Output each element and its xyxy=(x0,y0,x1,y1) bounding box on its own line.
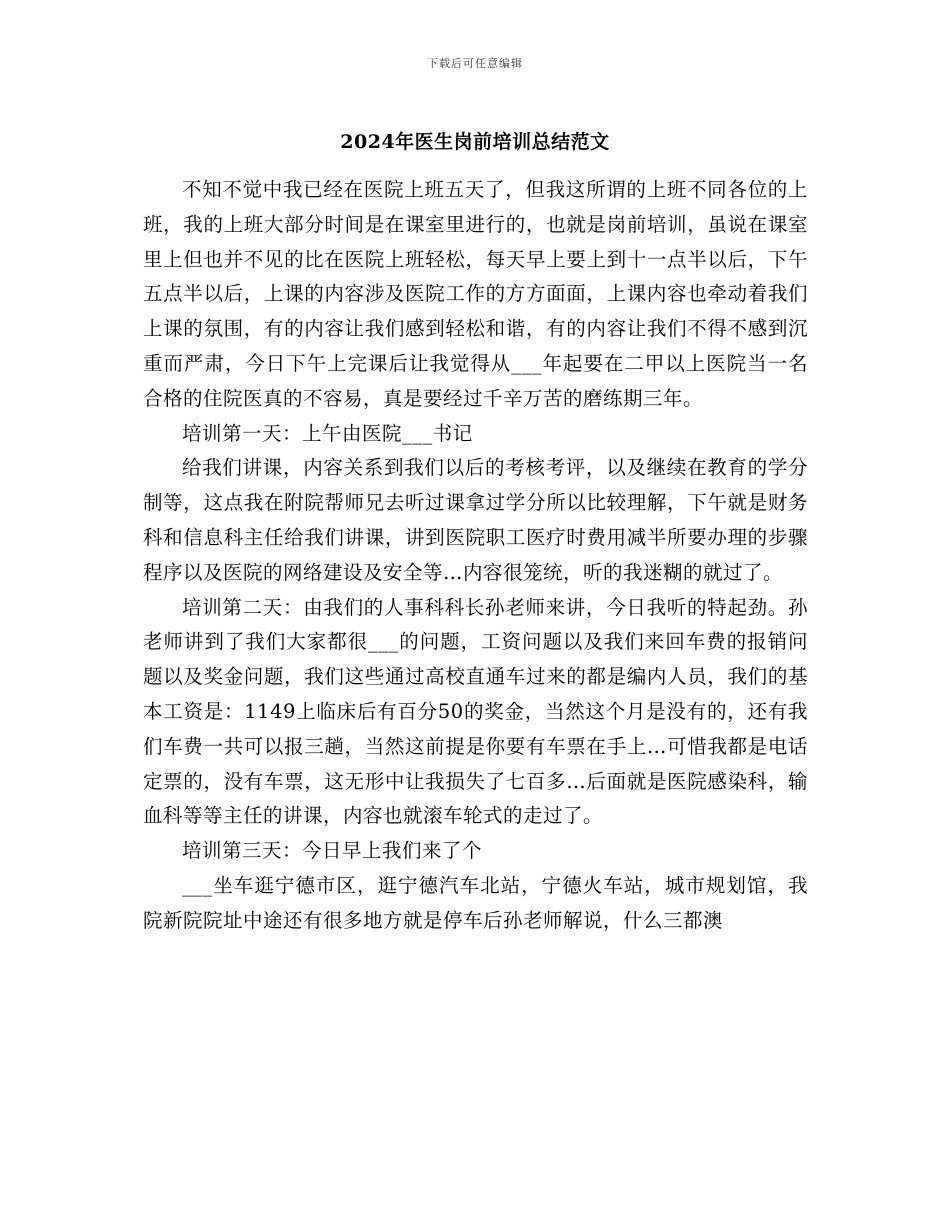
paragraph-day3-heading: 培训第三天：今日早上我们来了个 xyxy=(182,839,483,863)
header-note: 下载后可任意编辑 xyxy=(427,57,523,70)
document-body xyxy=(143,173,808,939)
paragraph-day1-content: 给我们讲课，内容关系到我们以后的考核考评，以及继续在教育的学分制等，这点我在附院帮师兄去听过课拿过学分所以比较理解，下午就是财务科和信息科主任给我们讲课，讲到医院职工医疗时费用减半所要办理的步骤程序以及医院的网络建设及安全等…内容很笼统，听的我迷糊的就过了。 xyxy=(143,456,808,584)
paragraph-day1-heading: 培训第一天：上午由医院___书记 xyxy=(182,421,473,445)
paragraph-day3-content: ___坐车逛宁德市区，逛宁德汽车北站，宁德火车站，城市规划馆，我院新院院址中途还有很多地方就是停车后孙老师解说，什么三都澳 xyxy=(143,873,808,932)
paragraph-day2: 培训第二天：由我们的人事科科长孙老师来讲，今日我听的特起劲。孙老师讲到了我们大家都很___的问题，工资问题以及我们来回车费的报销问题以及奖金问题，我们这些通过高校直通车过来的都是编内人员，我们的基本工资是：1149上临床后有百分50的奖金，当然这个月是没有的，还有我们车费一共可以报三趟，当然这前提是你要有车票在手上…可惜我都是电话定票的，没有车票，这无形中让我损失了七百多…后面就是医院感染科，输血科等等主任的讲课，内容也就滚车轮式的走过了。 xyxy=(143,595,808,828)
document-title: 2024年医生岗前培训总结范文 xyxy=(340,131,610,153)
paragraph-intro: 不知不觉中我已经在医院上班五天了，但我这所谓的上班不同各位的上班，我的上班大部分时间是在课室里进行的，也就是岗前培训，虽说在课室里上但也并不见的比在医院上班轻松，每天早上要上到十一点半以后，下午五点半以后，上课的内容涉及医院工作的方方面面，上课内容也牵动着我们上课的氛围，有的内容让我们感到轻松和谐，有的内容让我们不得不感到沉重而严肃，今日下午上完课后让我觉得从___年起要在二甲以上医院当一名合格的住院医真的不容易，真是要经过千辛万苦的磨练期三年。 xyxy=(143,178,808,410)
